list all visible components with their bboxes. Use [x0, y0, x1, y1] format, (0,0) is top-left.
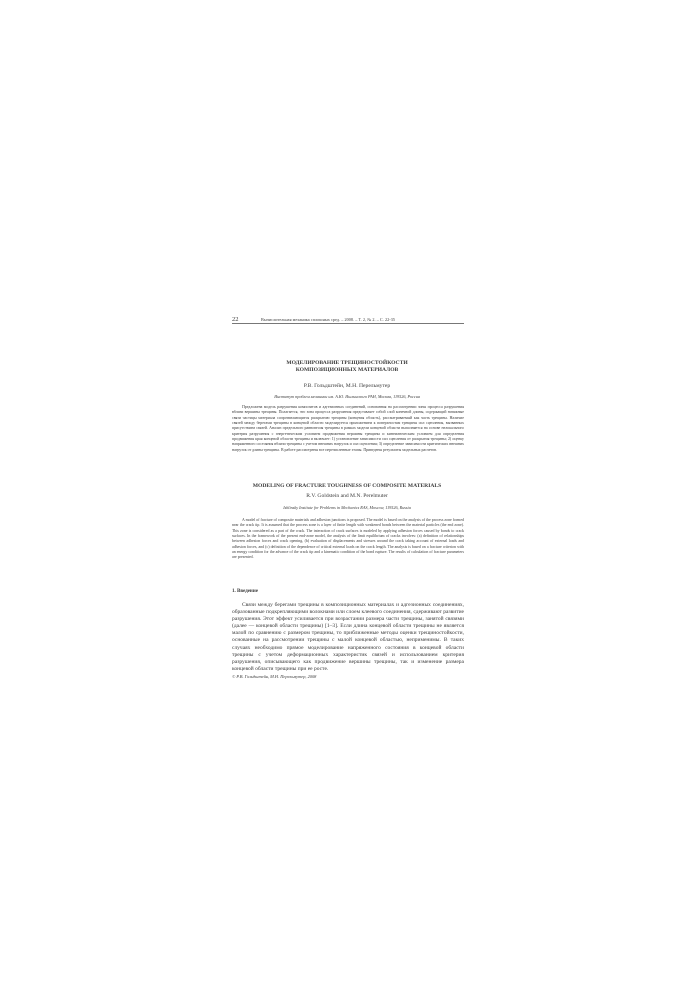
section-heading: 1. Введение [232, 589, 258, 594]
header-rule [232, 323, 464, 324]
ru-affiliation: Институт проблем механики им. А.Ю. Ишлинского РАН, Москва, 119526, Россия [274, 394, 420, 399]
copyright-notice: © Р.В. Гольдштейн, М.Н. Перельмутер, 2008 [232, 674, 317, 679]
ru-title: МОДЕЛИРОВАНИЕ ТРЕЩИНОСТОЙКОСТИ КОМПОЗИЦИОННЫХ МАТЕРИАЛОВ [286, 360, 408, 373]
en-affiliation: Ishlinsky Institute for Problems in Mechanics RAS, Moscow, 119526, Russia [283, 505, 411, 510]
en-title: MODELING OF FRACTURE TOUGHNESS OF COMPOSITE MATERIALS [252, 483, 442, 489]
ru-authors: Р.В. Гольдштейн, М.Н. Перельмутер [303, 383, 391, 389]
page-number: 22 [232, 316, 239, 323]
ru-abstract: Предложена модель разрушения композитов и адгезионных соединений, основанная на рассмотрении зоны процесса разрушения вблизи вершины трещины. Полагается, что зона процесса разрушения представляет собой слой конечной длины, содержащий натяжные связи частицы материала сопротивляющиеся раскрытию трещины (концевая область), рассматриваемый как часть трещины. Наличие связей между берегами трещины в концевой области моделируется приложением к поверхностям трещины сил сцепления, вызванных присутствием связей. Анализ предельного равновесия трещины в рамках модели концевой области выполняется на основе нелокального критерия разрушения с энергетическим условием продвижения вершины трещины и кинематическим условием для определения продвижения края концевой области трещины и включает: 1) установление зависимости сил сцепления от раскрытия трещины; 2) оценку напряженного состояния вблизи трещины с учетом внешних нагрузок и сил сцепления; 3) определение зависимости критических внешних нагрузок от длины трещины. В работе рассмотрены все перечисленные этапы. Приведены результаты модельных расчетов. [232, 405, 464, 452]
running-head: Вычислительная механика сплошных сред. – 2008. – Т. 2, № 2. – С. 22-35 [261, 317, 395, 322]
intro-paragraph: Связи между берегами трещины в композиционных материалах и адгезионных соединениях, образованные подкрепляющими волокнами или слоем клеевого соединения, сдерживают развитие разрушения. Этот эффект усиливается при возрастании размера части трещины, занятой связями (далее — концевой области трещины) [1–3]. Если длина концевой области трещины не является малой по сравнению с размером трещины, то приближенные методы оценки трещиностойкости, основанные на рассмотрении трещины с малой концевой областью, неприменимы. В таких случаях необходимо прямое моделирование напряженного состояния в концевой области трещины с учетом деформационных характеристик связей и использованием критерия разрушения, описывающего как продвижение вершины трещины, так и изменение размера концевой области трещины при ее росте. [232, 602, 464, 672]
en-authors: R.V. Goldstein and M.N. Perelmuter [306, 493, 388, 499]
en-abstract: A model of fracture of composite materials and adhesion junctions is proposed. The model is based on the analysis of the process zone formed near the crack tip. It is assumed that the process zone is a layer of finite length with weakened bonds between the material particles (the end zone). This zone is considered as a part of the crack. The interaction of crack surfaces is modeled by applying adhesion forces caused by bonds to crack surfaces. In the framework of the present end-zone model, the analysis of the limit equilibrium of cracks involves: (a) definition of relationships between adhesion forces and crack opening, (b) evaluation of displacements and stresses around the crack taking account of external loads and adhesion forces, and (c) definition of the dependence of critical external loads on the crack length. The analysis is based on a fracture criterion with an energy condition for the advance of the crack tip and a kinematic condition of the bond rupture. The results of calculation of fracture parameters are presented. [232, 518, 464, 560]
